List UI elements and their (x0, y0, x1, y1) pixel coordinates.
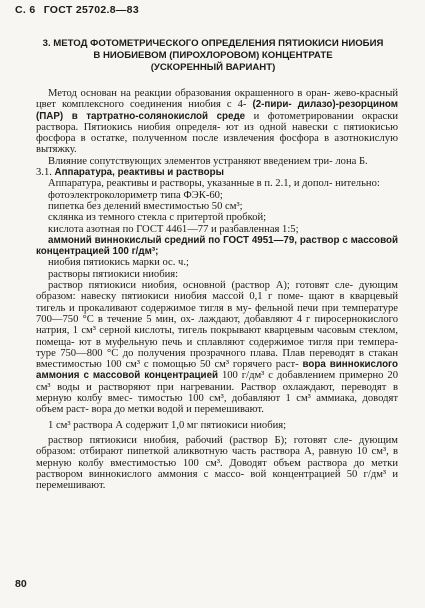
title-line-2: В НИОБИЕВОМ (ПИРОХЛОРОВОМ) КОНЦЕНТРАТЕ (93, 50, 333, 61)
paragraph-method: Метод основан на реакции образования окрашенного в оран- жево-красный цвет комплексного соединения ниобия с 4- (2-пири- дилазо)-резорцином (ПАР) в тартратно-солянокислой среде и фотометрировании окраски раствора. Пятиокись ниобия определя- ют из одной навески с пятиокисью фосфора в остатке, полученном после извлечения фосфора в азотнокислую вытяжку. (36, 88, 399, 156)
body-text (36, 88, 398, 491)
list-item: ниобия пятиокись марки ос. ч.; (48, 257, 189, 269)
header-page: С. 6 (15, 4, 36, 16)
paragraph-equipment: Аппаратура, реактивы и растворы, указанные в п. 2.1, и допол- нительно: (48, 178, 380, 190)
paragraph-equivalence: 1 см³ раствора А содержит 1,0 мг пятиокиси ниобия; (48, 419, 287, 431)
list-item-ammonium: аммоний виннокислый средний по ГОСТ 4951—79, раствор с массовой концентрацией 100 г/дм³; (36, 234, 398, 258)
list-item: фотоэлектроколориметр типа ФЭК-60; (48, 189, 223, 201)
list-item: склянка из темного стекла с притертой пробкой; (48, 212, 267, 224)
list-item: пипетка без делений вместимостью 50 см³; (48, 200, 243, 212)
paragraph-solution-a: раствор пятиокиси ниобия, основной (раствор А); готовят сле- дующим образом: навеску пятиокиси ниобия массой 0,1 г поме- щают в кварцевый тигель и прокаливают содержимое тигля в му- фельной печи при температуре 700—750 °С в течение 5 мин, ох- лаждают, добавляют 4 г пиросернокислого натрия, 1 см³ серной кислоты, тигель покрывают кварцевым часовым стеклом, помеща- ют в муфельную печь и сплавляют содержимое тигля при темпера- туре 750—800 °С до получения прозрачного плава. Плав переводят в стакан вместимостью 100 см³ с помощью 50 см³ горячего раст- вора виннокислого аммония с массовой концентрацией 100 г/дм³ с добавлением примерно 20 см³ воды и растворяют при нагревании. Раствор охлаждают, переводят в мерную колбу вмес- тимостью 100 см³, добавляют 1 см³ аммиака, доводят объем раст- вора до метки водой и перемешивают. (36, 280, 398, 416)
page-number: 80 (15, 578, 27, 590)
subsection-heading: 3.1. Аппаратура, реактивы и растворы (36, 167, 224, 179)
paragraph-solution-b: раствор пятиокиси ниобия, рабочий (раствор Б); готовят сле- дующим образом: отбирают пипеткой аликвотную часть раствора А, равную 10 см³, в мерную колбу вместимостью 100 см³. Доводят объем раствора до метки раствором виннокислого аммония с массо- вой концентрацией 50 г/дм³ и перемешивают. (36, 434, 398, 492)
section-title (28, 38, 398, 74)
list-item: кислота азотная по ГОСТ 4461—77 и разбавленная 1:5; (48, 223, 299, 235)
title-line-3: (УСКОРЕННЫЙ ВАРИАНТ) (150, 62, 276, 73)
paragraph-interference: Влияние сопутствующих элементов устраняют введением три- лона Б. (48, 155, 368, 167)
title-line-1: 3. МЕТОД ФОТОМЕТРИЧЕСКОГО ОПРЕДЕЛЕНИЯ ПЯТИОКИСИ НИОБИЯ (42, 38, 384, 49)
running-header (15, 4, 144, 16)
list-item: растворы пятиокиси ниобия: (48, 268, 179, 280)
header-standard: ГОСТ 25702.8—83 (43, 4, 139, 16)
